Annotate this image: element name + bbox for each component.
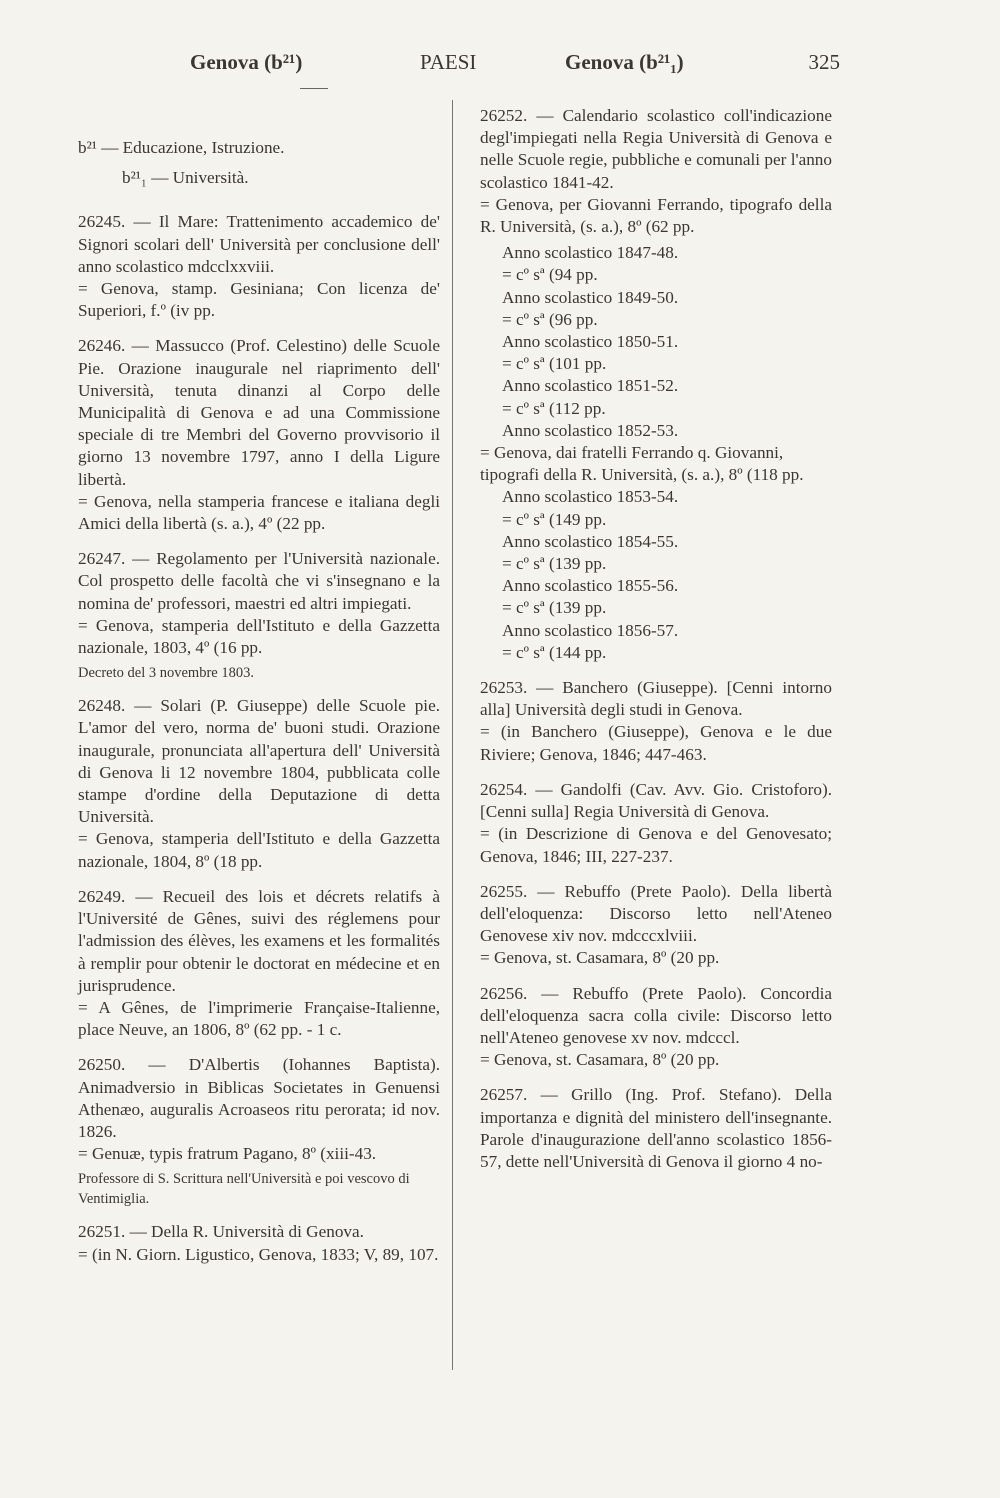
entry-pub: = Genova, nella stamperia francese e italiana degli Amici della libertà (s. a.), 4º (22 pp. [78, 491, 440, 534]
year-item: Anno scolastico 1847-48. [502, 243, 679, 263]
entry-text: 26250. — D'Albertis (Iohannes Baptista). Animadversio in Biblicas Societates in Genuensi Athenæo, auguralis Acroaseos ritu perorata; id nov. 1826. [78, 1055, 440, 1141]
entry-pub: = (in N. Giorn. Ligustico, Genova, 1833; V, 89, 107. [78, 1244, 439, 1264]
section-title: b²¹ — Educazione, Istruzione. [78, 138, 285, 157]
year-item: Anno scolastico 1852-53. [502, 420, 679, 440]
entry-text: 26256. — Rebuffo (Prete Paolo). Concordia dell'eloquenza sacra colla civile: Discorso letto nell'Ateneo genovese xv nov. mdcccl. [480, 983, 832, 1047]
entry-pub: = Genova, stamperia dell'Istituto e della Gazzetta nazionale, 1803, 4º (16 pp. [78, 615, 440, 658]
year-pub: = cº sª (101 pp. [502, 354, 607, 374]
entry-26253 [480, 677, 832, 766]
entry-26245 [78, 211, 440, 322]
year-pub: = cº sª (96 pp. [502, 309, 598, 329]
year-pub: = cº sª (144 pp. [502, 642, 607, 662]
entry-text: 26257. — Grillo (Ing. Prof. Stefano). Della importanza e dignità del ministero dell'insegnante. Parole d'inaugurazione dell'anno scolastico 1856-57, dette nell'Università di Genova il giorno 4 no- [480, 1085, 832, 1171]
year-item: Anno scolastico 1854-55. [502, 531, 679, 551]
entry-text: 26246. — Massucco (Prof. Celestino) delle Scuole Pie. Orazione inaugurale nel riaprimento dell' Università, tenuta dinanzi al Corpo delle Municipalità di Genova e ad una Commissione speciale di tre Membri del Governo provvisorio il giorno 13 novembre 1797, anno I della Ligure libertà. [78, 336, 440, 489]
entry-pub: = Genova, st. Casamara, 8º (20 pp. [480, 948, 720, 968]
entry-text: 26255. — Rebuffo (Prete Paolo). Della libertà dell'eloquenza: Discorso letto nell'Ateneo Genovese xiv nov. mdcccxlviii. [480, 881, 832, 946]
page-header [190, 50, 840, 90]
entry-26256 [480, 983, 832, 1072]
entry-text: 26254. — Gandolfi (Cav. Avv. Gio. Cristoforo). [Cenni sulla] Regia Università di Genova. [480, 779, 832, 822]
year-item: Anno scolastico 1850-51. [502, 332, 679, 352]
entry-note: Decreto del 3 novembre 1803. [78, 665, 254, 682]
entry-26255 [480, 881, 832, 970]
entry-26250 [78, 1054, 440, 1165]
entry-pub: = Genova, st. Casamara, 8º (20 pp. [480, 1050, 720, 1070]
entry-pub: = A Gênes, de l'imprimerie Française-Italienne, place Neuve, an 1806, 8º (62 pp. - 1 c. [78, 997, 440, 1040]
left-column [78, 137, 440, 1279]
entry-text: 26251. — Della R. Università di Genova. [78, 1222, 364, 1242]
year-item: Anno scolastico 1849-50. [502, 287, 679, 307]
header-right: Genova (b²¹₁) [565, 50, 684, 74]
entry-26257 [480, 1084, 832, 1173]
column-divider [452, 100, 453, 1370]
year-pub: = cº sª (149 pp. [502, 509, 607, 529]
header-center: PAESI [420, 50, 477, 74]
year-item: Anno scolastico 1855-56. [502, 576, 679, 596]
header-rule [300, 88, 328, 89]
entry-pub: = (in Banchero (Giuseppe), Genova e le due Riviere; Genova, 1846; 447-463. [480, 722, 832, 764]
page-number: 325 [808, 50, 840, 74]
entry-pub: = Genova, stamp. Gesiniana; Con licenza de' Superiori, f.º (iv pp. [78, 279, 440, 321]
entry-26251 [78, 1221, 440, 1265]
entry-text: 26247. — Regolamento per l'Università nazionale. Col prospetto delle facoltà che vi s'insegnano e la nomina de' professori, maestri ed altri impiegati. [78, 549, 440, 613]
year-pub: = cº sª (112 pp. [502, 398, 606, 418]
entry-note: Professore di S. Scrittura nell'Università e poi vescovo di Ventimiglia. [78, 1171, 410, 1208]
year-list [480, 242, 832, 664]
entry-pub: = (in Descrizione di Genova e del Genovesato; Genova, 1846; III, 227-237. [480, 824, 832, 866]
year-item: Anno scolastico 1856-57. [502, 620, 679, 640]
year-item: Anno scolastico 1851-52. [502, 376, 679, 396]
entry-text: 26245. — Il Mare: Trattenimento accademico de' Signori scolari dell' Università per conclusione dell' anno scolastico mdcclxxviii. [78, 212, 440, 276]
entry-pub: = Genuæ, typis fratrum Pagano, 8º (xiii-43. [78, 1144, 377, 1164]
entry-26247 [78, 548, 440, 659]
right-column [480, 105, 832, 1186]
entry-pub: = Genova, per Giovanni Ferrando, tipografo della R. Università, (s. a.), 8º (62 pp. [480, 194, 832, 237]
entry-pub: = Genova, stamperia dell'Istituto e della Gazzetta nazionale, 1804, 8º (18 pp. [78, 829, 440, 871]
entry-text: 26249. — Recueil des lois et décrets relatifs à l'Université de Gênes, suivi des réglemens pour l'admission des élèves, les examens et les formalités à remplir pour obtenir le doctorat en médecine et en jurisprudence. [78, 886, 440, 995]
entry-26246 [78, 335, 440, 535]
entry-text: 26252. — Calendario scolastico coll'indicazione degl'impiegati nella Regia Università di Genova e nelle Scuole regie, pubbliche e comunali per l'anno scolastico 1841-42. [480, 106, 832, 192]
year-pub: = cº sª (139 pp. [502, 554, 607, 574]
entry-text: 26248. — Solari (P. Giuseppe) delle Scuole pie. L'amor del vero, norma de' buoni studi. Orazione inaugurale, pronunciata all'apertura dell' Università di Genova li 12 novembre 1804, pubblicata colle stampe d'ordine della Deputazione di detta Università. [78, 696, 440, 827]
entry-26254 [480, 779, 832, 868]
entry-26248 [78, 695, 440, 873]
year-pub: = cº sª (94 pp. [502, 265, 598, 285]
entry-26252 [480, 105, 832, 238]
entry-text: 26253. — Banchero (Giuseppe). [Cenni intorno alla] Università degli studi in Genova. [480, 678, 832, 720]
subsection-title: b²¹₁ — Università. [122, 168, 249, 188]
year-item: Anno scolastico 1853-54. [502, 487, 679, 507]
header-left: Genova (b²¹) [190, 50, 303, 74]
year-pub: = Genova, dai fratelli Ferrando q. Giovanni, tipografi della R. Università, (s. a.), 8º (118 pp. [480, 443, 804, 485]
entry-26249 [78, 886, 440, 1041]
year-pub: = cº sª (139 pp. [502, 598, 607, 618]
